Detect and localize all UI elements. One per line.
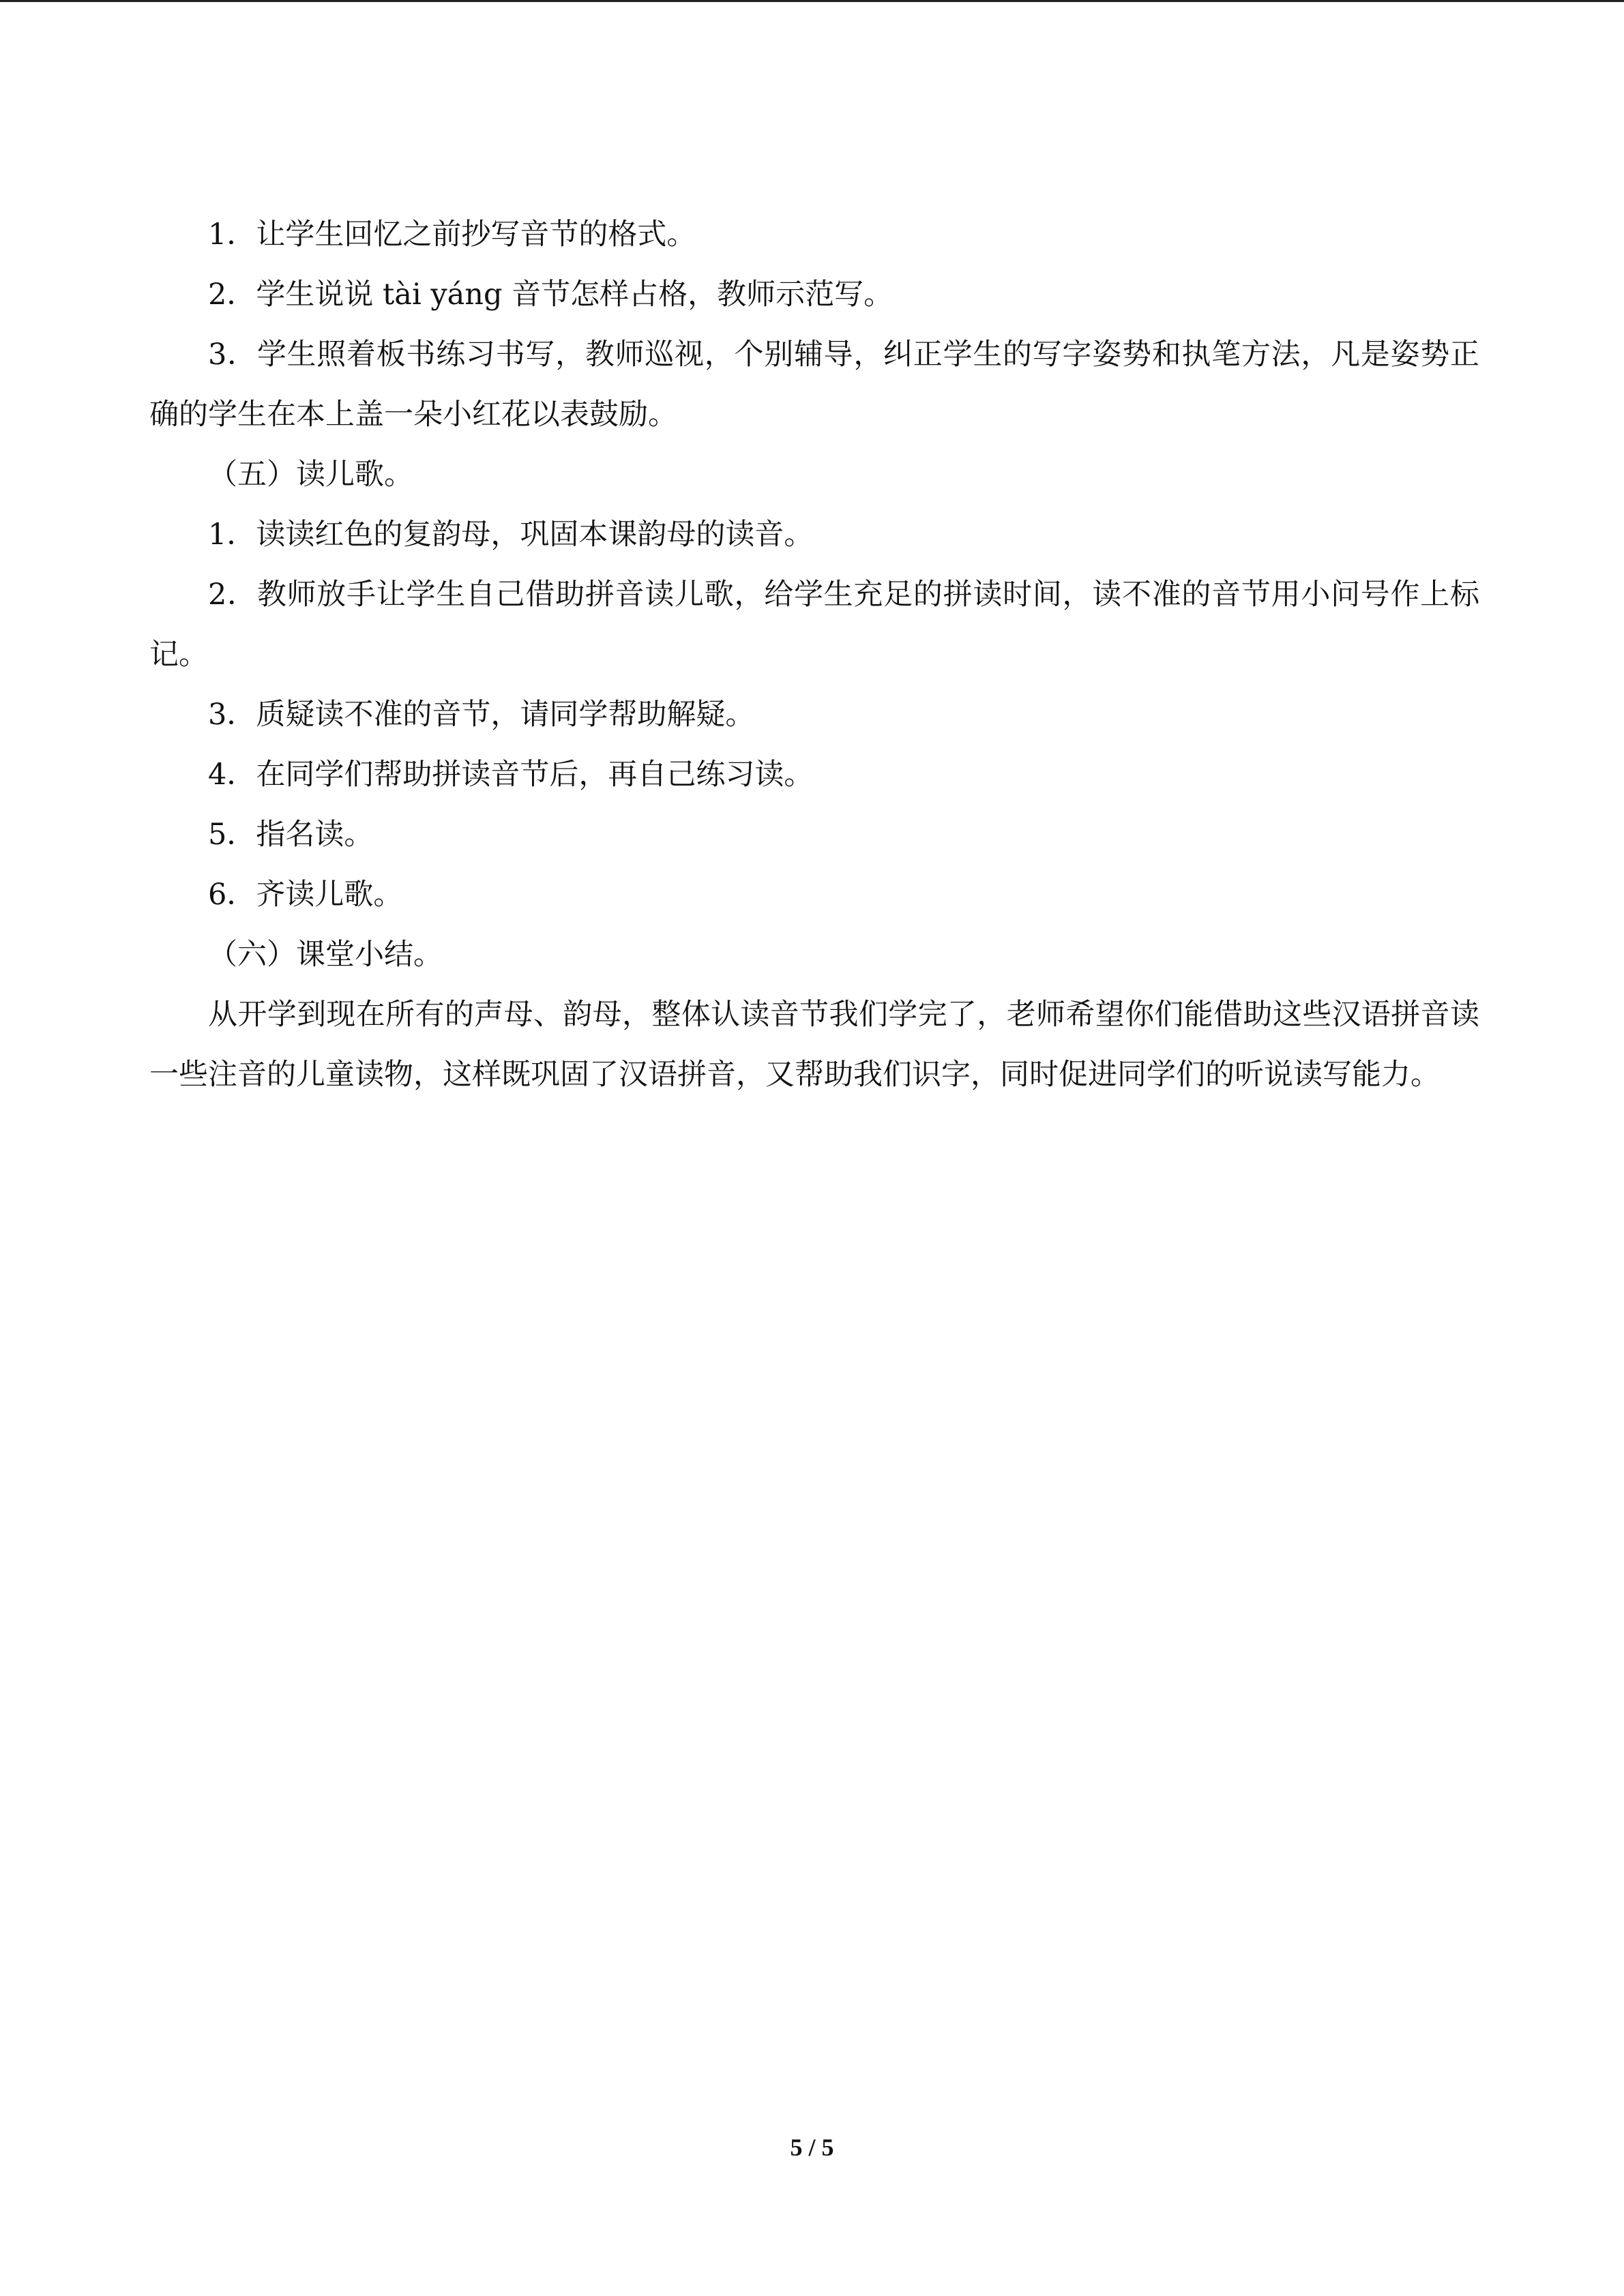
section-heading: （五）读儿歌。 bbox=[208, 458, 413, 492]
paragraph: 3．学生照着板书练习书写，教师巡视，个别辅导，纠正学生的写字姿势和执笔方法，凡是姿势正确的学生在本上盖一朵小红花以表鼓励。 bbox=[149, 338, 1479, 432]
paragraph: 1．读读红色的复韵母，巩固本课韵母的读音。 bbox=[208, 518, 814, 552]
paragraph: 1．让学生回忆之前抄写音节的格式。 bbox=[208, 218, 696, 252]
paragraph: 4．在同学们帮助拼读音节后，再自己练习读。 bbox=[208, 758, 814, 792]
page-number: 5 / 5 bbox=[790, 2134, 834, 2161]
paragraph: 2．学生说说 tài yáng 音节怎样占格，教师示范写。 bbox=[208, 278, 894, 312]
paragraph: 从开学到现在所有的声母、韵母，整体认读音节我们学完了，老师希望你们能借助这些汉语拼音读一些注音的儿童读物，这样既巩固了汉语拼音，又帮助我们识字，同时促进同学们的听说读写能力。 bbox=[149, 998, 1479, 1092]
page-top-border bbox=[0, 0, 1624, 2]
paragraph: 3．质疑读不准的音节，请同学帮助解疑。 bbox=[208, 698, 755, 732]
section-heading: （六）课堂小结。 bbox=[208, 938, 443, 972]
paragraph: 6．齐读儿歌。 bbox=[208, 878, 403, 912]
paragraph: 5．指名读。 bbox=[208, 818, 374, 852]
paragraph: 2．教师放手让学生自己借助拼音读儿歌，给学生充足的拼读时间，读不准的音节用小问号作上标记。 bbox=[149, 578, 1479, 672]
document-body bbox=[149, 205, 1479, 1105]
